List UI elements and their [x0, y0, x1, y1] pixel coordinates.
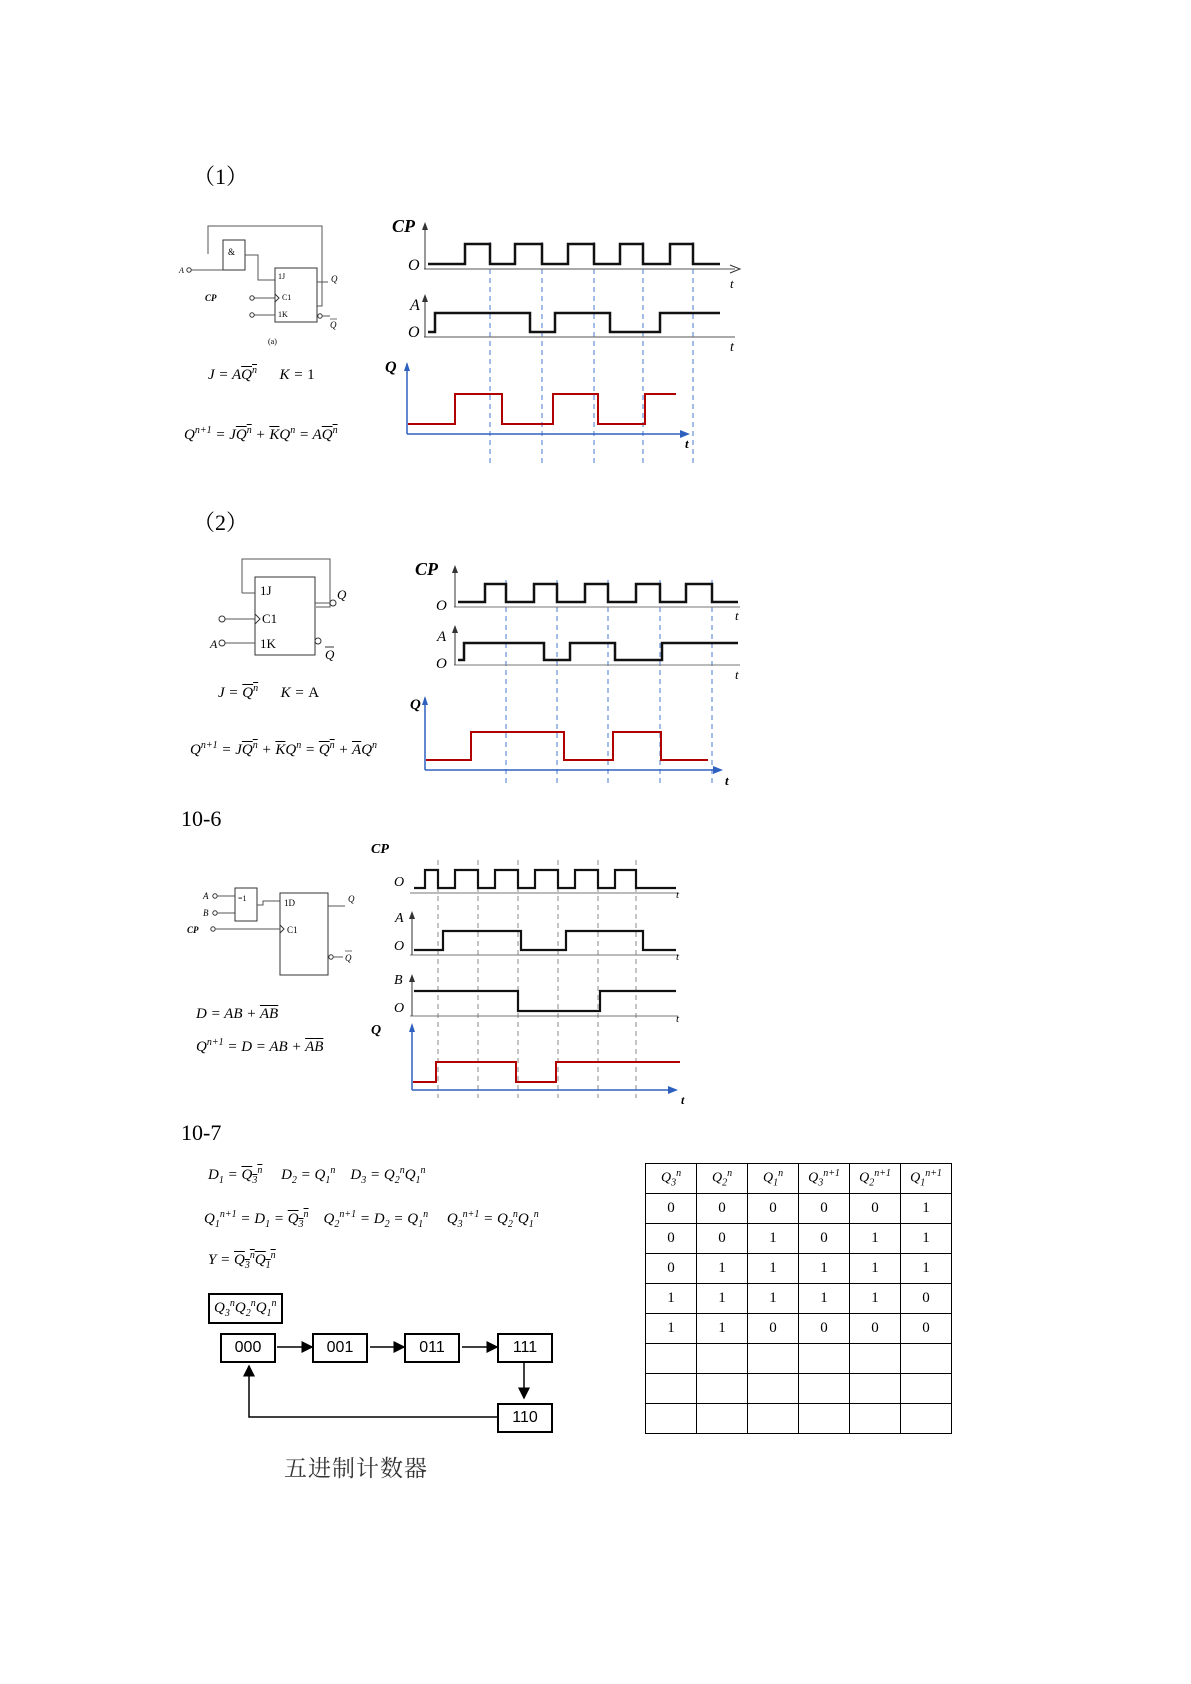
svg-text:CP: CP — [371, 842, 389, 857]
table-cell: 1 — [646, 1284, 697, 1314]
equation-d: D = AB + $\overline{A}\overline{B}$ — [196, 1006, 279, 1022]
table-cell: 0 — [646, 1254, 697, 1284]
table-row — [646, 1254, 952, 1284]
table-cell — [697, 1374, 748, 1404]
table-cell — [697, 1344, 748, 1374]
table-row — [646, 1194, 952, 1224]
table-header-row — [646, 1164, 952, 1194]
header-q3n: $Q_3^n$ — [646, 1164, 697, 1194]
equation-j-2: $J = Q^n$ K = A — [218, 683, 320, 701]
table-cell — [748, 1344, 799, 1374]
svg-text:1D: 1D — [284, 898, 295, 908]
table-cell — [799, 1404, 850, 1434]
waveform-2 — [410, 555, 770, 795]
svg-text:Q: Q — [337, 587, 347, 602]
table-row — [646, 1374, 952, 1404]
table-cell — [850, 1404, 901, 1434]
svg-text:Q: Q — [410, 697, 421, 713]
table-cell: 1 — [901, 1254, 952, 1284]
table-row — [646, 1404, 952, 1434]
table-cell — [697, 1404, 748, 1434]
equation-next-2: $Q^{n+1} = JQ^n + \overline{K}Q^n = Q^n + \overline{A}Q^n$ — [190, 740, 378, 758]
svg-text:Q: Q — [348, 894, 355, 904]
svg-text:t: t — [681, 1093, 685, 1107]
svg-text:Q: Q — [331, 274, 338, 284]
svg-text:O: O — [394, 875, 405, 890]
table-cell: 0 — [901, 1284, 952, 1314]
table-cell: 1 — [697, 1284, 748, 1314]
svg-text:1K: 1K — [260, 636, 276, 651]
header-q3n1: $Q_3^{n+1}$ — [799, 1164, 850, 1194]
table-cell — [799, 1344, 850, 1374]
table-cell: 0 — [748, 1314, 799, 1344]
waveform-1 — [380, 212, 760, 477]
svg-text:1J: 1J — [260, 583, 272, 598]
table-cell: 0 — [646, 1194, 697, 1224]
svg-text:1J: 1J — [278, 272, 286, 281]
table-cell: 1 — [799, 1254, 850, 1284]
state-011: 011 — [404, 1333, 460, 1363]
svg-text:Q: Q — [330, 320, 337, 330]
table-cell — [799, 1374, 850, 1404]
svg-text:A: A — [395, 911, 404, 926]
svg-text:O: O — [436, 656, 447, 672]
table-cell — [646, 1344, 697, 1374]
svg-text:C1: C1 — [262, 611, 278, 626]
svg-text:CP: CP — [205, 293, 217, 303]
table-cell: 0 — [646, 1224, 697, 1254]
svg-text:Q: Q — [385, 359, 397, 376]
table-cell: 1 — [697, 1254, 748, 1284]
svg-text:O: O — [408, 257, 420, 274]
table-cell — [901, 1344, 952, 1374]
state-truth-table — [645, 1163, 952, 1434]
table-cell: 0 — [850, 1194, 901, 1224]
svg-text:A: A — [179, 266, 184, 275]
table-row — [646, 1344, 952, 1374]
table-cell: 1 — [748, 1254, 799, 1284]
table-cell: 0 — [901, 1314, 952, 1344]
svg-text:O: O — [394, 1001, 405, 1016]
table-cell: 1 — [748, 1284, 799, 1314]
equation-y: $Y = Q_3^nQ_1^n$ — [208, 1250, 276, 1271]
counter-caption: 五进制计数器 — [284, 1456, 428, 1481]
table-cell — [901, 1404, 952, 1434]
table-cell — [646, 1404, 697, 1434]
table-cell: 1 — [850, 1254, 901, 1284]
table-cell — [748, 1374, 799, 1404]
svg-text:t: t — [730, 340, 734, 355]
circuit-caption: (a) — [268, 337, 277, 346]
table-cell — [850, 1374, 901, 1404]
svg-text:t: t — [730, 276, 734, 291]
equation-next-3: $Q^{n+1} = D$ = AB + $\overline{A}\overline{B}$ — [196, 1037, 324, 1055]
svg-text:A: A — [203, 891, 209, 901]
svg-text:Q: Q — [345, 953, 352, 963]
table-row — [646, 1224, 952, 1254]
svg-text:t: t — [725, 773, 729, 788]
svg-text:1K: 1K — [278, 310, 288, 319]
table-row — [646, 1284, 952, 1314]
equation-d-inputs: $D_1 = Q_3^n$ $D_2 = Q_1^n$ $D_3 = Q_2^nQ_1^n$ — [208, 1165, 426, 1186]
section-4-label: 10-7 — [181, 1120, 222, 1145]
section-1-label: （1） — [193, 164, 249, 189]
svg-text:CP: CP — [392, 216, 416, 236]
svg-text:t: t — [676, 1013, 680, 1025]
svg-text:O: O — [408, 324, 420, 341]
equation-j-1: $J = AQ^n$ K = 1 — [208, 365, 315, 383]
table-row — [646, 1314, 952, 1344]
svg-text:Q: Q — [371, 1023, 382, 1038]
svg-text:t: t — [685, 436, 689, 451]
table-cell: 0 — [850, 1314, 901, 1344]
waveform-3 — [371, 838, 708, 1113]
table-cell: 0 — [799, 1194, 850, 1224]
svg-text:A: A — [410, 297, 420, 314]
table-cell — [646, 1374, 697, 1404]
svg-text:O: O — [436, 598, 447, 614]
svg-text:C1: C1 — [287, 925, 298, 935]
svg-text:t: t — [676, 889, 680, 901]
header-q2n: $Q_2^n$ — [697, 1164, 748, 1194]
table-cell: 1 — [901, 1224, 952, 1254]
table-cell: 1 — [850, 1224, 901, 1254]
table-cell: 1 — [850, 1284, 901, 1314]
equation-next-states: $Q_1^{n+1} = D_1 = Q_3^n$ $Q_2^{n+1} = D_2 = Q_1^n$ $Q_3^{n+1} = Q_2^nQ_1^n$ — [204, 1209, 539, 1230]
svg-text:B: B — [203, 908, 209, 918]
table-cell: 1 — [901, 1194, 952, 1224]
svg-text:A: A — [210, 637, 218, 651]
svg-text:&: & — [228, 247, 236, 257]
table-cell — [748, 1404, 799, 1434]
svg-text:Q: Q — [325, 647, 335, 662]
table-cell: 0 — [748, 1194, 799, 1224]
state-111: 111 — [497, 1333, 553, 1363]
state-000: 000 — [220, 1333, 276, 1363]
table-cell — [850, 1344, 901, 1374]
header-q1n: $Q_1^n$ — [748, 1164, 799, 1194]
xnor-gate-label: =1 — [238, 894, 247, 903]
jk-circuit-1 — [180, 222, 355, 347]
equation-next-1: $Q^{n+1} = JQ^n + \overline{K}Q^n = AQ^n$ — [184, 425, 338, 443]
svg-text:CP: CP — [415, 559, 439, 579]
svg-text:CP: CP — [187, 925, 199, 935]
table-cell: 1 — [697, 1314, 748, 1344]
svg-text:C1: C1 — [282, 293, 292, 302]
table-body — [646, 1194, 952, 1434]
state-order-label: $Q_3^nQ_2^nQ_1^n$ — [208, 1293, 283, 1324]
state-110: 110 — [497, 1403, 553, 1433]
header-q2n1: $Q_2^{n+1}$ — [850, 1164, 901, 1194]
table-cell: 0 — [799, 1314, 850, 1344]
header-q1n1: $Q_1^{n+1}$ — [901, 1164, 952, 1194]
svg-text:t: t — [735, 608, 739, 623]
d-circuit — [185, 885, 365, 985]
state-001: 001 — [312, 1333, 368, 1363]
table-cell: 1 — [646, 1314, 697, 1344]
jk-circuit-2 — [210, 555, 360, 675]
section-3-label: 10-6 — [181, 806, 222, 831]
svg-text:t: t — [676, 951, 680, 963]
svg-text:B: B — [394, 973, 403, 988]
table-cell: 0 — [799, 1224, 850, 1254]
section-2-label: （2） — [193, 510, 249, 535]
table-cell: 1 — [799, 1284, 850, 1314]
svg-text:t: t — [735, 667, 739, 682]
table-cell — [901, 1374, 952, 1404]
svg-text:A: A — [437, 629, 447, 645]
table-cell: 0 — [697, 1224, 748, 1254]
table-cell: 1 — [748, 1224, 799, 1254]
table-cell: 0 — [697, 1194, 748, 1224]
svg-text:O: O — [394, 939, 405, 954]
